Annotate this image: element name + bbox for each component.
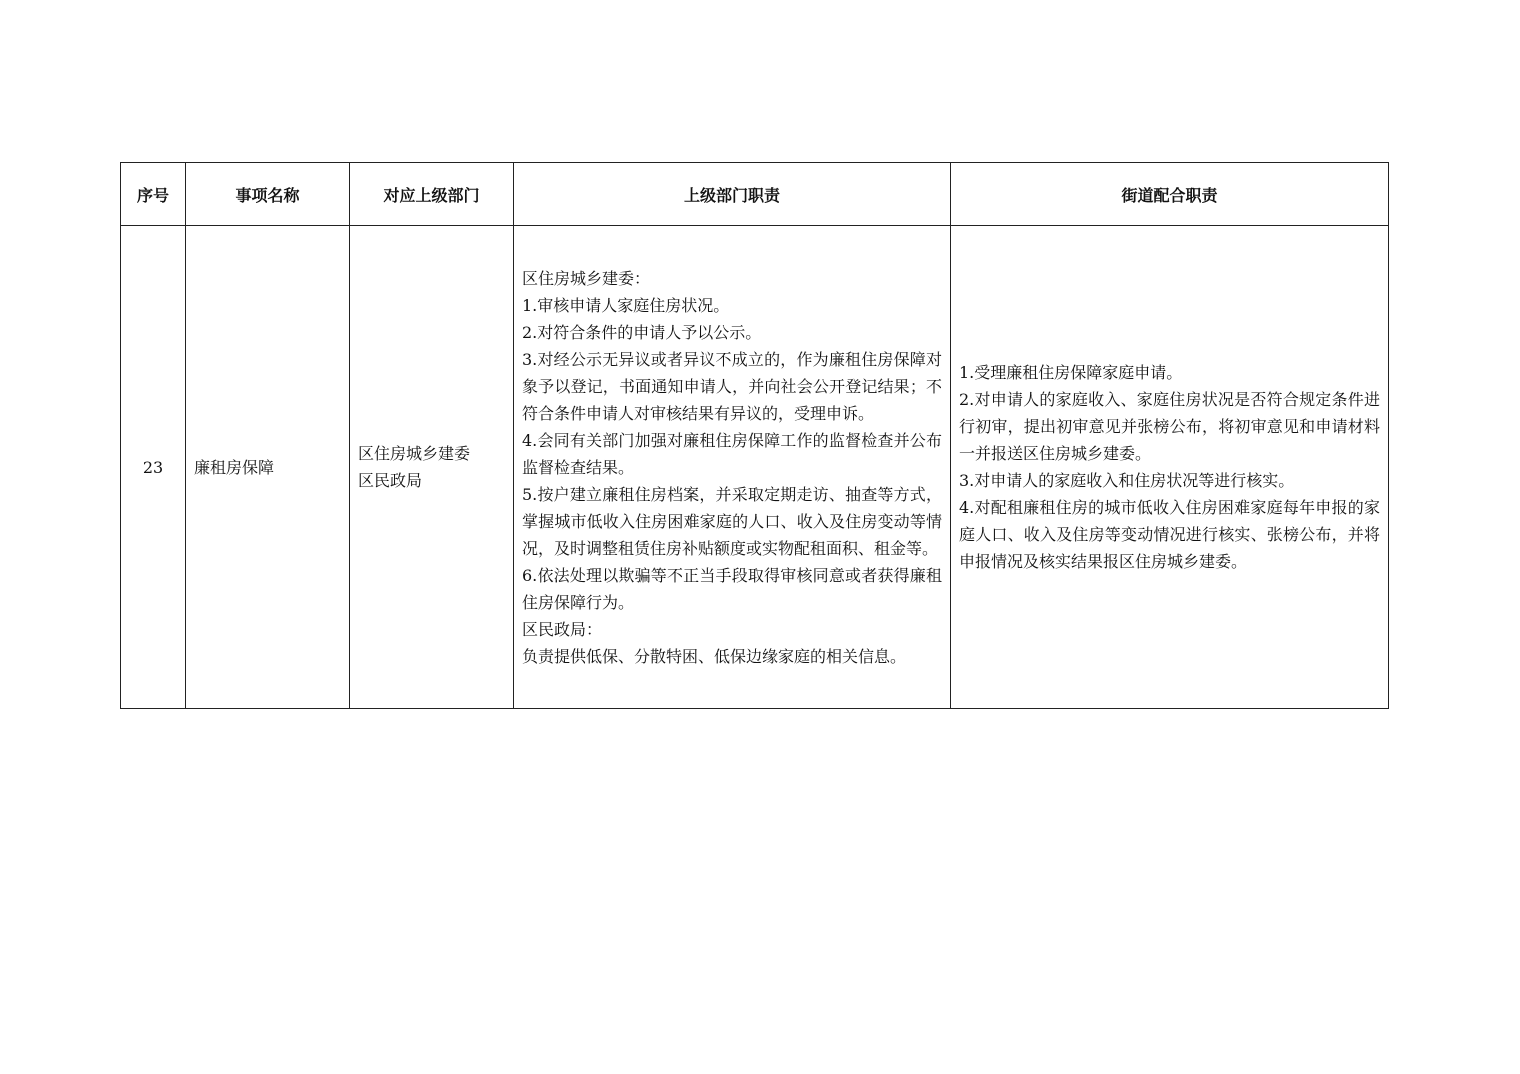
department-line: 区住房城乡建委 [358, 444, 471, 463]
header-street-duties: 街道配合职责 [951, 163, 1389, 226]
department-line: 区民政局 [358, 471, 423, 490]
cell-street-duties [951, 226, 1389, 709]
header-upper-duties: 上级部门职责 [514, 163, 951, 226]
upper-duty-line: 3.对经公示无异议或者异议不成立的，作为廉租住房保障对象予以登记，书面通知申请人，并向社会公开登记结果；不符合条件申请人对审核结果有异议的，受理申诉。 [522, 349, 942, 423]
header-no: 序号 [121, 163, 186, 226]
upper-duty-line: 5.按户建立廉租住房档案，并采取定期走访、抽查等方式，掌握城市低收入住房困难家庭的人口、收入及住房变动等情况，及时调整租赁住房补贴额度或实物配租面积、租金等。 [522, 484, 942, 558]
street-duty-line: 4.对配租廉租住房的城市低收入住房困难家庭每年申报的家庭人口、收入及住房等变动情况进行核实、张榜公布，并将申报情况及核实结果报区住房城乡建委。 [959, 498, 1380, 571]
upper-duty-line: 负责提供低保、分散特困、低保边缘家庭的相关信息。 [522, 646, 907, 666]
header-row [121, 163, 1389, 226]
street-duty-line: 1.受理廉租住房保障家庭申请。 [959, 363, 1183, 382]
upper-duty-line: 6.依法处理以欺骗等不正当手段取得审核同意或者获得廉租住房保障行为。 [522, 565, 942, 612]
cell-upper-duties [514, 226, 951, 709]
upper-duty-line: 4.会同有关部门加强对廉租住房保障工作的监督检查并公布监督检查结果。 [522, 430, 942, 477]
street-duty-line: 3.对申请人的家庭收入和住房状况等进行核实。 [959, 471, 1295, 490]
upper-duty-line: 区民政局： [522, 619, 603, 639]
cell-no: 23 [121, 226, 186, 709]
table-row [121, 226, 1389, 709]
street-duty-line: 2.对申请人的家庭收入、家庭住房状况是否符合规定条件进行初审，提出初审意见并张榜公布，将初审意见和申请材料一并报送区住房城乡建委。 [959, 390, 1380, 463]
header-department: 对应上级部门 [350, 163, 514, 226]
cell-departments [350, 226, 514, 709]
cell-item-name: 廉租房保障 [186, 226, 350, 709]
header-item-name: 事项名称 [186, 163, 350, 226]
upper-duty-line: 区住房城乡建委： [522, 268, 651, 288]
upper-duty-line: 2.对符合条件的申请人予以公示。 [522, 322, 762, 342]
upper-duty-line: 1.审核申请人家庭住房状况。 [522, 295, 730, 315]
duty-table [120, 162, 1389, 709]
